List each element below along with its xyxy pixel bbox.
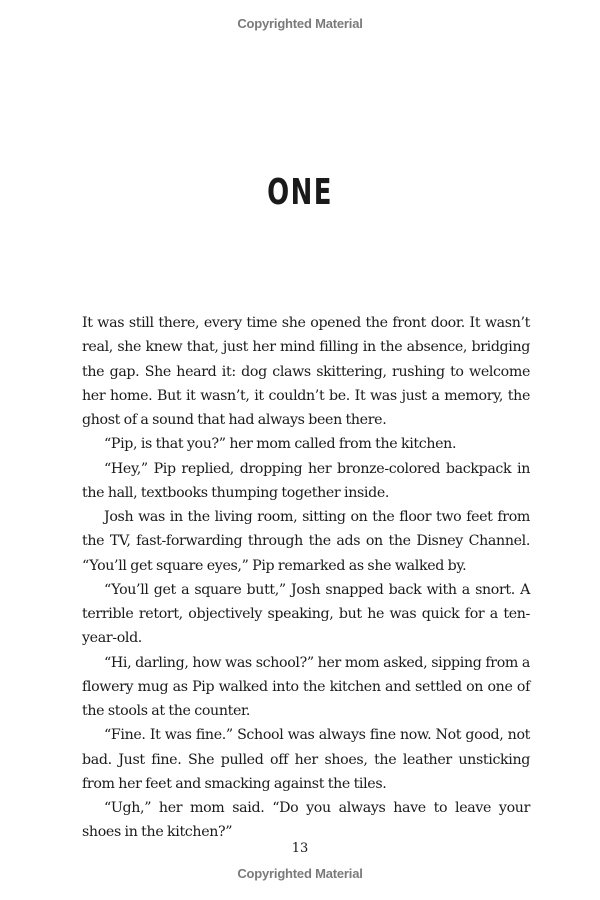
paragraph: Josh was in the living room, sitting on the floor two feet from the TV, fast-forwarding through the ads on the Disney Channel. “You’ll get square eyes,” Pip remarked as she walked by.	[82, 509, 530, 574]
copyright-watermark-top: Copyrighted Material	[237, 16, 363, 31]
paragraph: “Ugh,” her mom said. “Do you always have to leave your shoes in the kitchen?”	[82, 800, 530, 841]
copyright-watermark-bottom: Copyrighted Material	[237, 866, 363, 881]
paragraph: “You’ll get a square butt,” Josh snapped back with a snort. A terrible retort, objectively speaking, but he was quick for a ten-year-old.	[82, 581, 530, 647]
paragraph: “Hi, darling, how was school?” her mom asked, sipping from a flowery mug as Pip walked into the kitchen and settled on one of the stools at the counter.	[82, 654, 530, 719]
page-number: 13	[291, 841, 309, 856]
chapter-title: ONE	[267, 172, 333, 213]
paragraph: “Pip, is that you?” her mom called from the kitchen.	[104, 436, 457, 453]
paragraph: It was still there, every time she opened the front door. It wasn’t real, she knew that, just her mind filling in the absence, bridging the gap. She heard it: dog claws skittering, rushing to welcome her home. But it wasn’t, it couldn’t be. It was just a memory, the ghost of a sound that had always been there.	[82, 315, 530, 428]
paragraph: “Fine. It was fine.” School was always fine now. Not good, not bad. Just fine. She pulled off her shoes, the leather unsticking from her feet and smacking against the tiles.	[82, 727, 530, 792]
chapter-body-text	[82, 311, 530, 845]
paragraph: “Hey,” Pip replied, dropping her bronze-colored backpack in the hall, textbooks thumping together inside.	[82, 460, 530, 501]
